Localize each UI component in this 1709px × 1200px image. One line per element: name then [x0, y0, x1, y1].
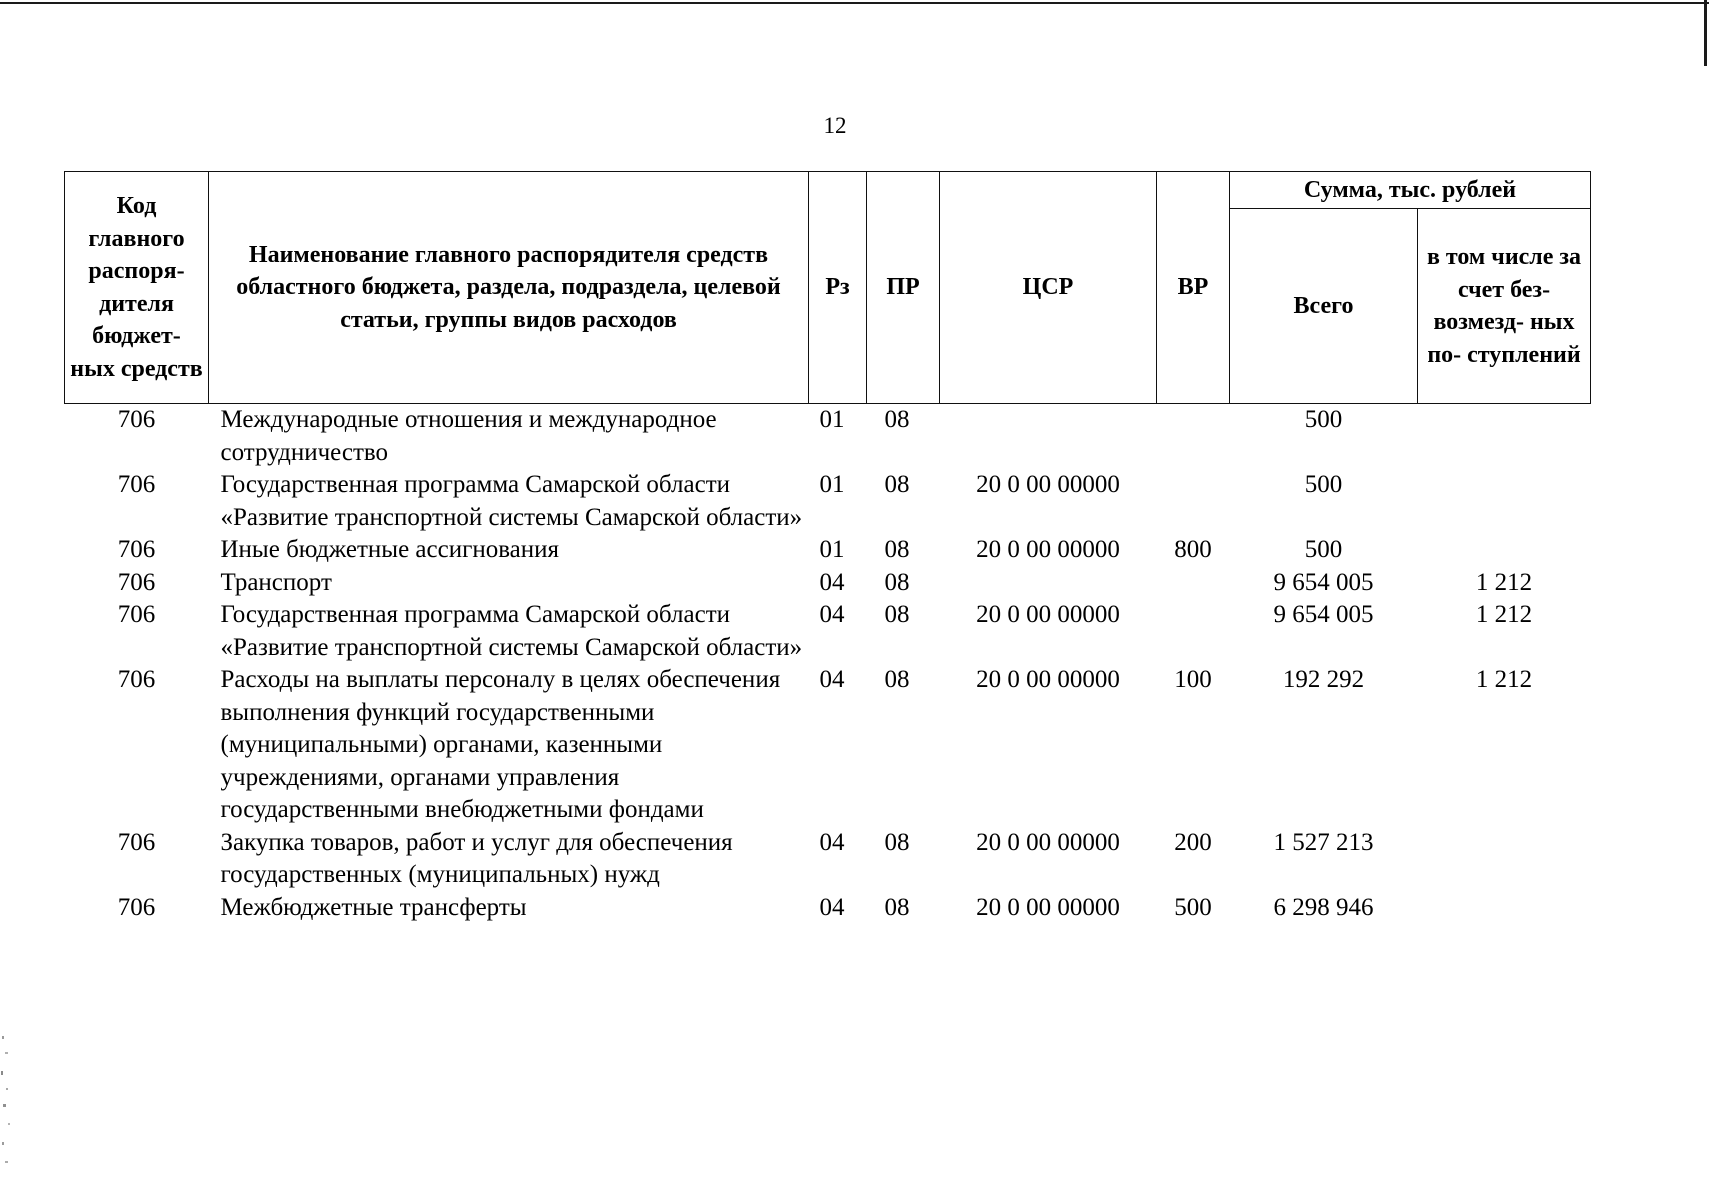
cell-vr: 800	[1174, 536, 1212, 563]
cell-free	[1418, 404, 1591, 470]
cell-rz: 04	[819, 666, 845, 693]
cell-csr: 20 0 00 00000	[976, 471, 1120, 498]
cell-rz: 04	[819, 893, 845, 921]
cell-csr: 20 0 00 00000	[976, 666, 1120, 693]
cell-csr: 20 0 00 00000	[976, 601, 1120, 628]
cell-vr	[1157, 469, 1230, 534]
cell-total: 500	[1304, 406, 1343, 433]
header-vr: ВР	[1157, 172, 1230, 404]
header-name: Наименование главного распорядителя средств областного бюджета, раздела, подраздела, целевой статьи, группы видов расходов	[209, 172, 809, 404]
cell-rz: 01	[819, 406, 845, 433]
table-body	[65, 404, 1591, 925]
cell-free	[1418, 827, 1591, 892]
cell-code: 706	[117, 536, 156, 563]
cell-total: 6 298 946	[1273, 893, 1374, 921]
cell-rz: 01	[819, 471, 845, 498]
table-row	[65, 534, 1591, 567]
cell-rz: 04	[819, 568, 845, 596]
cell-pr: 08	[884, 471, 910, 498]
header-total: Всего	[1230, 209, 1418, 404]
cell-free	[1418, 469, 1591, 534]
header-sum-group: Сумма, тыс. рублей	[1230, 172, 1591, 209]
cell-name: Международные отношения и международное сотрудничество	[220, 406, 717, 466]
cell-vr: 500	[1174, 893, 1212, 921]
cell-free: 1 212	[1475, 666, 1533, 693]
cell-name: Транспорт	[220, 568, 332, 596]
cell-total: 9 654 005	[1273, 568, 1374, 596]
cell-vr	[1157, 599, 1230, 664]
cell-code: 706	[117, 893, 156, 921]
cell-pr: 08	[884, 568, 910, 596]
cell-rz: 04	[819, 601, 845, 628]
page-number: 12	[823, 113, 847, 138]
scan-noise	[0, 1030, 14, 1180]
cell-vr: 200	[1174, 828, 1212, 856]
cell-name: Государственная программа Самарской области «Развитие транспортной системы Самарской области»	[220, 471, 803, 531]
cell-total: 192 292	[1282, 666, 1365, 693]
cell-name: Межбюджетные трансферты	[220, 893, 527, 921]
cell-code: 706	[117, 666, 156, 693]
cell-code: 706	[117, 471, 156, 498]
table-row	[65, 664, 1591, 827]
cell-pr: 08	[884, 828, 910, 856]
table-row	[65, 404, 1591, 470]
cell-csr: 20 0 00 00000	[976, 536, 1120, 563]
budget-table	[64, 171, 1591, 924]
cell-vr	[1157, 567, 1230, 600]
cell-csr	[940, 567, 1157, 600]
cell-name: Закупка товаров, работ и услуг для обеспечения государственных (муниципальных) нужд	[220, 828, 733, 888]
cell-free	[1418, 534, 1591, 567]
cell-pr: 08	[884, 601, 910, 628]
table-header	[65, 172, 1591, 404]
top-border-line	[0, 2, 1709, 4]
cell-code: 706	[117, 828, 156, 856]
cell-name: Иные бюджетные ассигнования	[220, 536, 560, 563]
cell-code: 706	[117, 601, 156, 628]
right-border-line	[1704, 0, 1707, 66]
table-row	[65, 567, 1591, 600]
header-csr: ЦСР	[940, 172, 1157, 404]
table-row	[65, 469, 1591, 534]
header-free: в том числе за счет без- возмезд- ных по- ступлений	[1418, 209, 1591, 404]
cell-name: Расходы на выплаты персоналу в целях обеспечения выполнения функций государственными (муниципальными) органами, казенными учреждениями, органами управления государственными внебюджетными фондами	[220, 666, 781, 823]
cell-name: Государственная программа Самарской области «Развитие транспортной системы Самарской области»	[220, 601, 803, 661]
cell-rz: 01	[819, 536, 845, 563]
header-code: Код главного распоря- дителя бюджет- ных средств	[65, 172, 209, 404]
cell-pr: 08	[884, 893, 910, 921]
cell-csr: 20 0 00 00000	[976, 893, 1120, 921]
cell-rz: 04	[819, 828, 845, 856]
cell-free	[1418, 892, 1591, 925]
cell-code: 706	[117, 406, 156, 433]
cell-vr: 100	[1174, 666, 1212, 693]
table-row	[65, 827, 1591, 892]
cell-csr: 20 0 00 00000	[976, 828, 1120, 856]
cell-pr: 08	[884, 406, 910, 433]
cell-total: 500	[1304, 536, 1343, 563]
cell-total: 500	[1304, 471, 1343, 498]
cell-free: 1 212	[1475, 568, 1533, 596]
cell-free: 1 212	[1475, 601, 1533, 628]
table-row	[65, 892, 1591, 925]
cell-csr	[940, 404, 1157, 470]
cell-total: 9 654 005	[1273, 601, 1374, 628]
cell-total: 1 527 213	[1273, 828, 1374, 856]
table-row	[65, 599, 1591, 664]
header-rz: Рз	[809, 172, 867, 404]
header-pr: ПР	[867, 172, 940, 404]
cell-vr	[1157, 404, 1230, 470]
budget-table-container	[64, 171, 1590, 924]
cell-pr: 08	[884, 666, 910, 693]
cell-pr: 08	[884, 536, 910, 563]
cell-code: 706	[117, 568, 156, 596]
